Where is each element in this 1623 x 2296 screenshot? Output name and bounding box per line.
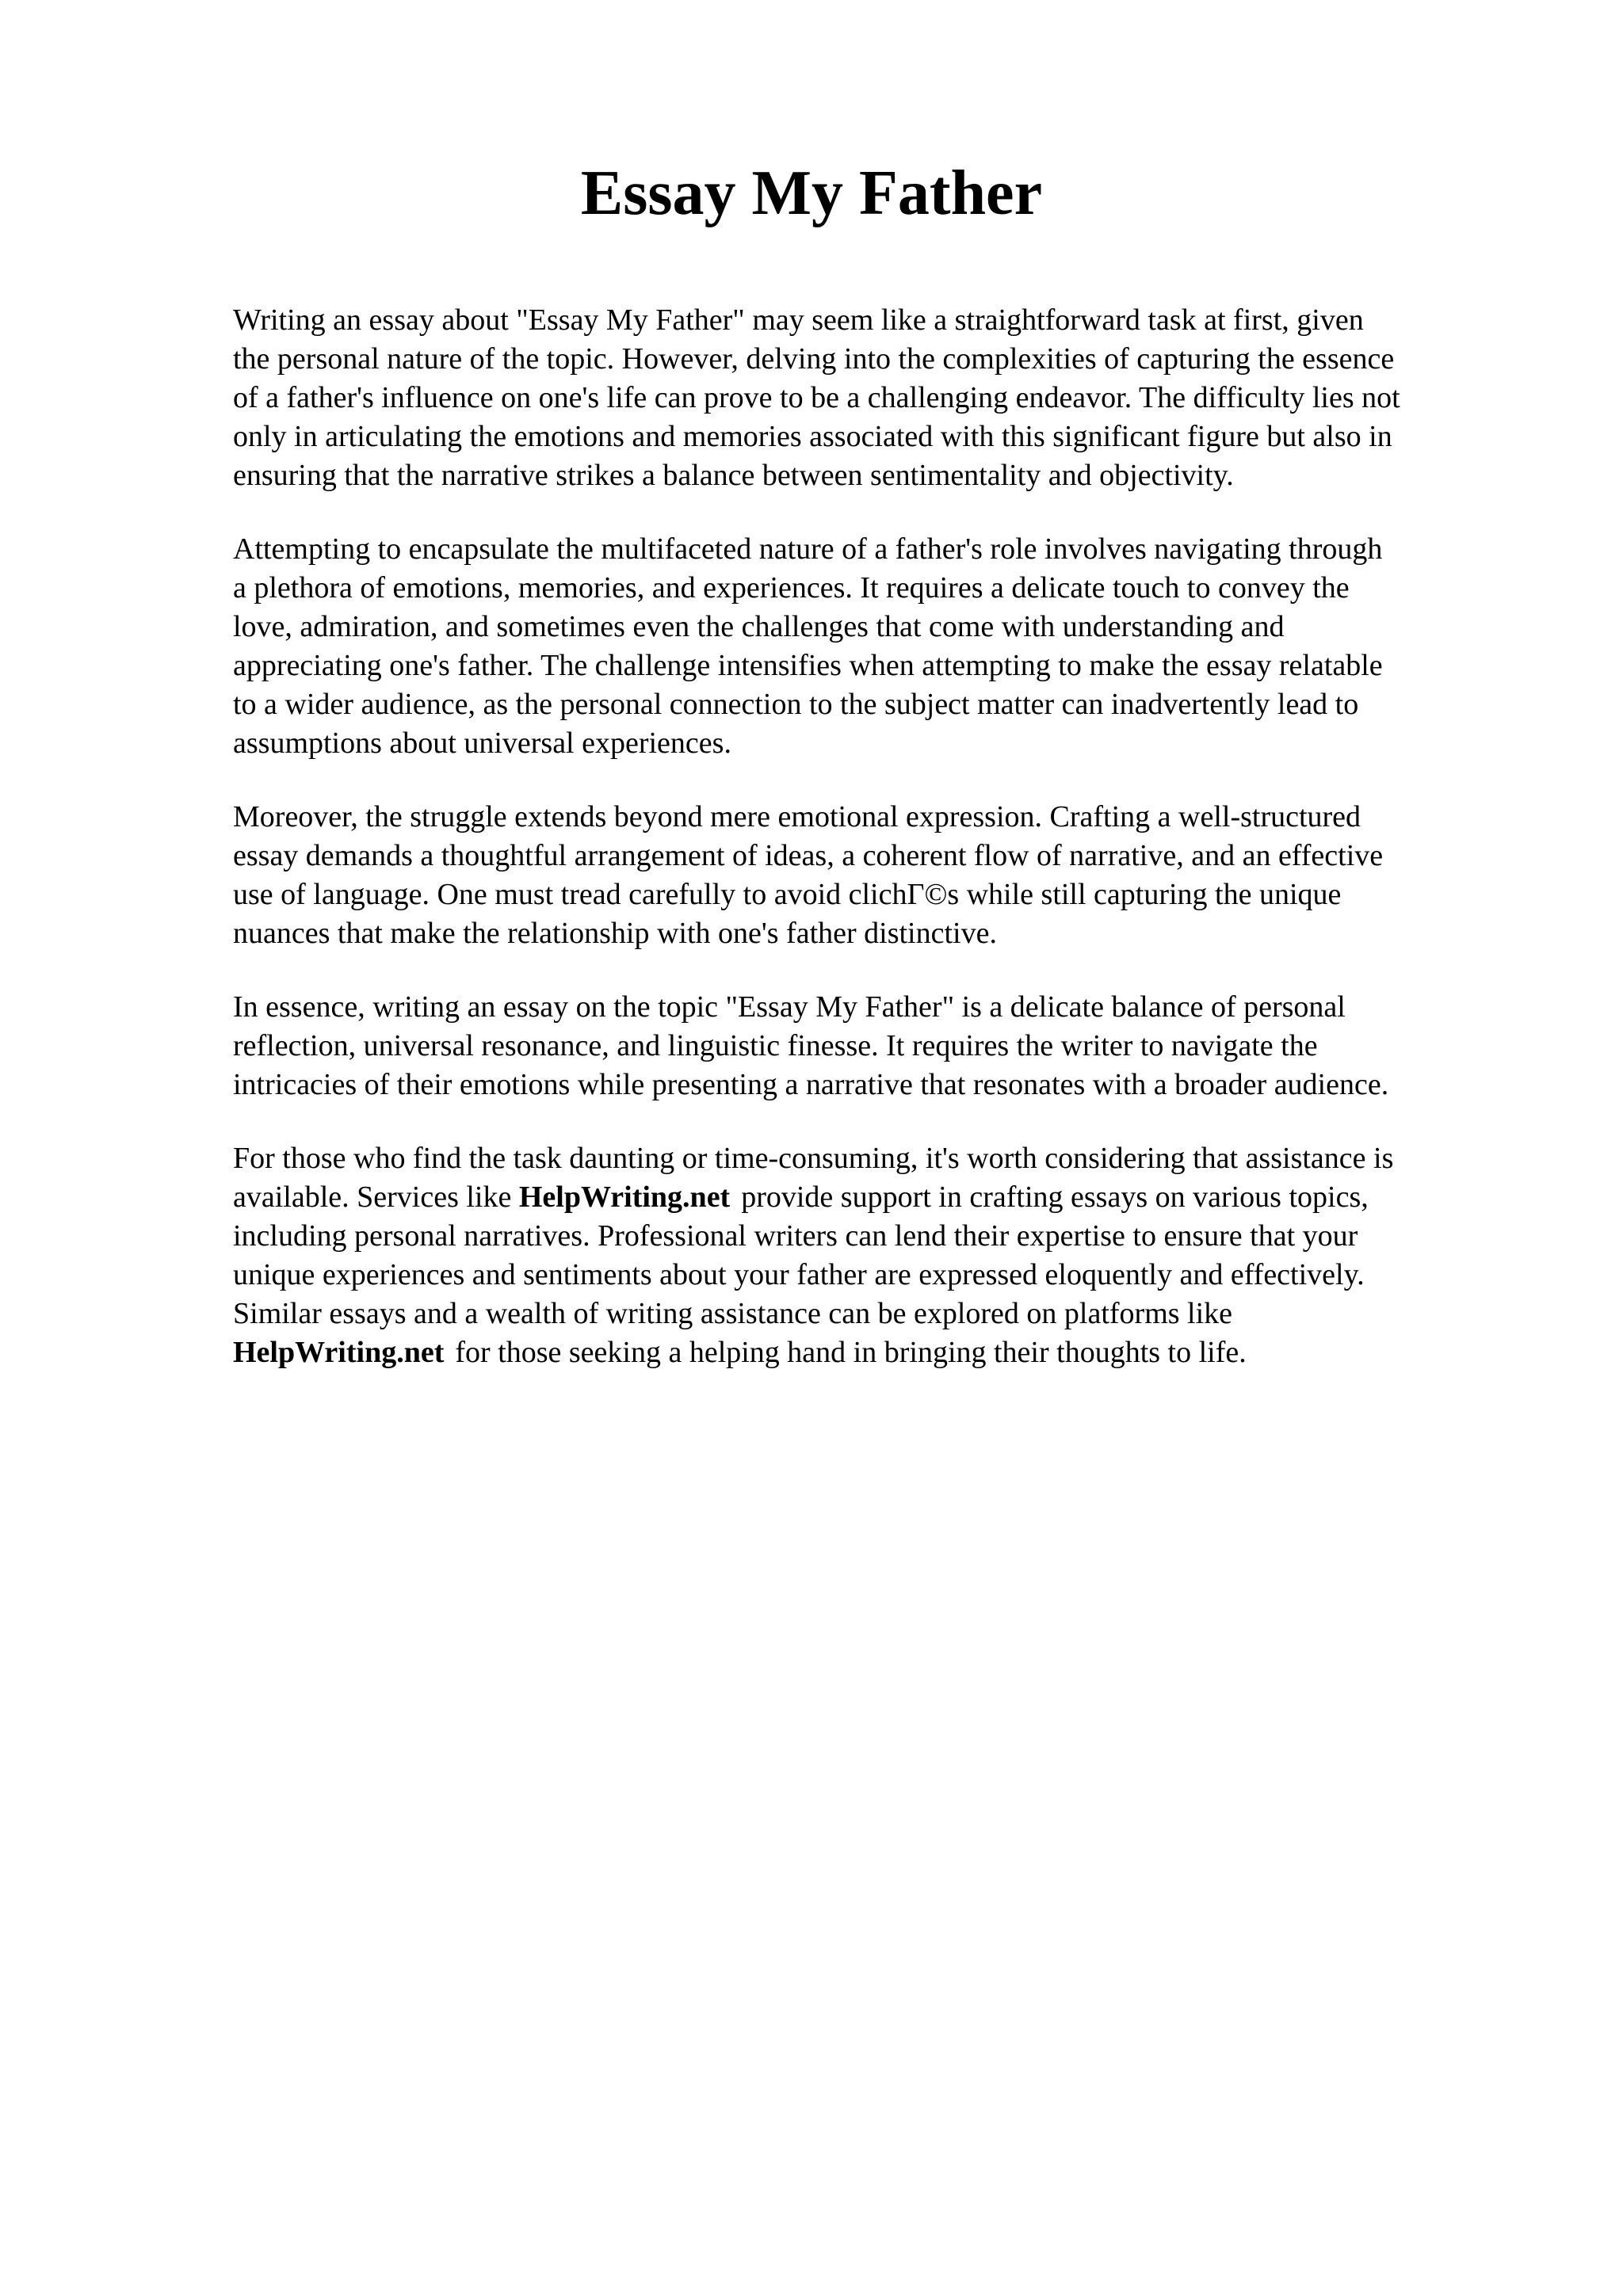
text-line: Similar essays and a wealth of writing assistance can be explored on platforms like <box>233 1297 1233 1330</box>
paragraph-3 <box>233 798 1533 953</box>
text-line: essay demands a thoughtful arrangement of ideas, a coherent flow of narrative, and an effective <box>233 839 1384 872</box>
text-line: ensuring that the narrative strikes a balance between sentimentality and objectivity. <box>233 459 1234 492</box>
text-line: love, admiration, and sometimes even the challenges that come with understanding and <box>233 610 1285 643</box>
helpwriting-link: HelpWriting.net <box>233 1336 445 1369</box>
text-segment: available. Services like <box>233 1180 512 1214</box>
text-line: reflection, universal resonance, and linguistic finesse. It requires the writer to navigate the <box>233 1029 1318 1062</box>
text-line: For those who find the task daunting or time-consuming, it's worth considering that assistance is <box>233 1142 1394 1175</box>
paragraph-2 <box>233 530 1533 763</box>
text-line: nuances that make the relationship with one's father distinctive. <box>233 917 997 950</box>
text-line: only in articulating the emotions and memories associated with this significant figure but also in <box>233 420 1392 453</box>
text-line: use of language. One must tread carefully to avoid clichГ©s while still capturing the unique <box>233 878 1342 911</box>
text-line: Writing an essay about "Essay My Father" may seem like a straightforward task at first, given <box>233 303 1364 337</box>
document-body <box>233 301 1533 1407</box>
text-line: of a father's influence on one's life can prove to be a challenging endeavor. The difficulty lies not <box>233 381 1400 414</box>
text-line: the personal nature of the topic. However, delving into the complexities of capturing the essence <box>233 342 1395 376</box>
text-line: Attempting to encapsulate the multifaceted nature of a father's role involves navigating through <box>233 532 1383 566</box>
text-line: In essence, writing an essay on the topic "Essay My Father" is a delicate balance of personal <box>233 990 1346 1024</box>
text-line: intricacies of their emotions while presenting a narrative that resonates with a broader audience. <box>233 1068 1389 1101</box>
text-line <box>233 1333 1533 1372</box>
text-line: Moreover, the struggle extends beyond mere emotional expression. Crafting a well-structured <box>233 800 1361 833</box>
text-line: a plethora of emotions, memories, and experiences. It requires a delicate touch to convey the <box>233 571 1350 605</box>
text-line: assumptions about universal experiences. <box>233 727 731 760</box>
text-line: unique experiences and sentiments about your father are expressed eloquently and effectively. <box>233 1258 1365 1291</box>
text-line <box>233 1178 1533 1217</box>
helpwriting-link: HelpWriting.net <box>518 1180 731 1214</box>
paragraph-1 <box>233 301 1533 495</box>
text-segment: for those seeking a helping hand in bringing their thoughts to life. <box>455 1336 1247 1369</box>
text-line: to a wider audience, as the personal connection to the subject matter can inadvertently lead to <box>233 688 1359 721</box>
paragraph-4 <box>233 988 1533 1104</box>
paragraph-5 <box>233 1139 1533 1372</box>
document-title: Essay My Father <box>580 158 1043 228</box>
text-line: including personal narratives. Professional writers can lend their expertise to ensure that your <box>233 1219 1358 1253</box>
text-segment: provide support in crafting essays on various topics, <box>741 1180 1369 1214</box>
text-line: appreciating one's father. The challenge intensifies when attempting to make the essay relatable <box>233 649 1383 682</box>
